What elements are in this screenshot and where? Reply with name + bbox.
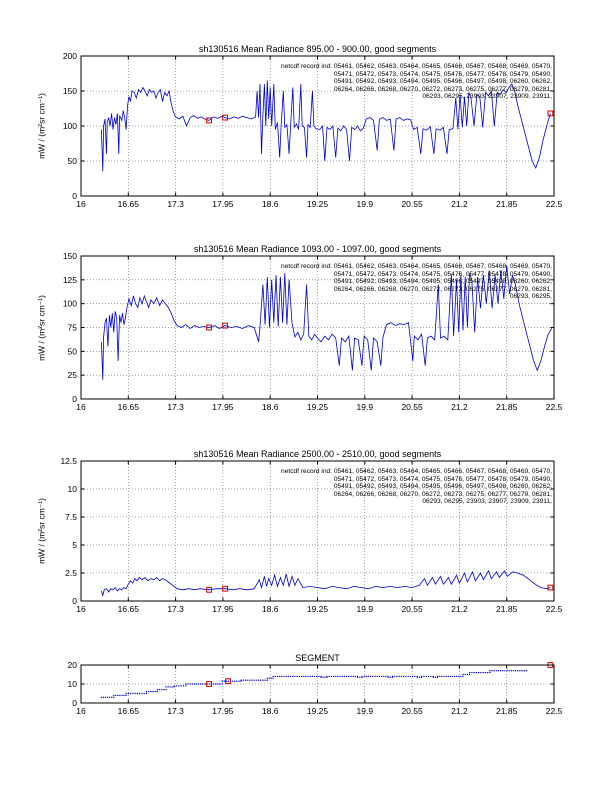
y-tick-label: 2.5	[65, 568, 77, 578]
x-tick-label: 18.6	[261, 706, 279, 716]
y-tick-label: 200	[62, 51, 77, 61]
y-tick-label: 150	[62, 86, 77, 96]
x-tick-label: 19.9	[356, 402, 374, 412]
subplot-3-title: sh130516 Mean Radiance 2500.00 - 2510.00, good segments	[193, 449, 442, 459]
x-tick-label: 18.6	[261, 199, 279, 209]
y-tick-label: 10	[67, 679, 77, 689]
x-tick-label: 16.65	[117, 199, 139, 209]
x-tick-label: 21.85	[496, 199, 518, 209]
y-tick-label: 125	[62, 274, 77, 285]
data-dots	[101, 670, 527, 698]
netcdf-record-line: 05491, 05492, 05493, 05494, 05495, 05496, 05497, 05498, 06260, 06262,	[333, 483, 552, 491]
x-tick-label: 17.3	[167, 402, 184, 412]
y-tick-label: 50	[67, 156, 77, 166]
subplot-3-ylabel: mW / (m²sr cm⁻¹)	[36, 498, 47, 564]
y-tick-label: 0	[72, 191, 77, 201]
y-tick-label: 100	[62, 298, 77, 309]
x-tick-label: 17.95	[212, 199, 234, 209]
x-tick-label: 22.5	[545, 604, 563, 614]
y-tick-label: 0	[72, 394, 77, 404]
y-tick-label: 75	[67, 322, 77, 333]
qc-markers	[207, 323, 228, 330]
x-tick-label: 21.2	[451, 199, 468, 209]
x-tick-label: 18.6	[261, 604, 279, 614]
netcdf-record-line: 05491, 05492, 05493, 05494, 05495, 05496, 05497, 05498, 06260, 06262,	[333, 78, 552, 86]
x-tick-label: 22.5	[545, 706, 563, 716]
netcdf-record-line: 06293, 06295,	[509, 293, 552, 301]
subplot-4-axes	[67, 660, 563, 716]
x-tick-label: 17.3	[167, 604, 184, 614]
x-tick-label: 19.25	[306, 604, 329, 614]
netcdf-record-line: 06264, 06266, 06268, 06270, 06272, 06273, 06275, 06277, 06279, 06281,	[333, 490, 552, 498]
y-tick-label: 25	[67, 370, 77, 381]
subplot-1-title: sh130516 Mean Radiance 895.00 - 900.00, good segments	[198, 44, 437, 54]
x-tick-label: 22.5	[545, 199, 563, 209]
x-tick-label: 19.25	[306, 706, 329, 716]
x-tick-label: 17.3	[167, 706, 184, 716]
tick-labels	[68, 660, 563, 716]
x-tick-label: 19.9	[356, 706, 374, 716]
x-tick-label: 18.6	[261, 402, 279, 412]
x-tick-label: 16	[76, 604, 86, 614]
x-tick-label: 21.2	[451, 706, 468, 716]
subplot-3-netcdf-annotation	[281, 468, 552, 506]
netcdf-record-line: 05471, 05472, 05473, 05474, 05475, 05476, 05477, 05478, 05479, 05490,	[333, 70, 552, 78]
y-tick-label: 5	[72, 540, 77, 550]
x-tick-label: 21.85	[496, 604, 518, 614]
y-tick-label: 150	[62, 251, 77, 261]
y-tick-label: 50	[67, 346, 77, 357]
netcdf-record-line: 05471, 05472, 05473, 05474, 05475, 05476, 05477, 05478, 05479, 05490,	[333, 475, 552, 483]
y-tick-label: 20	[67, 660, 77, 670]
subplot-1-ylabel: mW / (m²sr cm⁻¹)	[36, 93, 47, 159]
qc-markers	[207, 585, 553, 592]
subplot-1-axes	[62, 51, 563, 209]
subplot-4-title: SEGMENT	[295, 653, 340, 663]
netcdf-record-line: 06264, 06266, 06268, 06270, 06272, 06273, 06275, 06277, 06279, 06281,	[333, 85, 552, 93]
x-tick-label: 16	[76, 199, 86, 209]
x-tick-label: 19.9	[356, 604, 374, 614]
subplot-2-netcdf-annotation	[281, 263, 552, 301]
x-tick-label: 17.95	[212, 402, 234, 412]
qc-markers	[207, 663, 553, 687]
x-tick-label: 20.55	[401, 402, 423, 412]
y-tick-label: 10	[67, 484, 77, 494]
subplot-3-axes	[60, 456, 563, 614]
x-tick-label: 16.65	[117, 604, 139, 614]
x-tick-label: 17.3	[167, 199, 184, 209]
data-line	[101, 571, 550, 596]
y-tick-label: 12.5	[60, 456, 77, 466]
x-tick-label: 16.65	[117, 402, 139, 412]
netcdf-record-line: 05491, 05492, 05493, 05494, 05495, 05496, 05497, 05498, 06260, 06262,	[333, 278, 552, 286]
x-tick-label: 19.25	[306, 199, 329, 209]
x-tick-label: 17.95	[212, 706, 234, 716]
x-tick-label: 20.55	[401, 199, 423, 209]
netcdf-record-line: netcdf record ind: 05461, 05462, 05463, 05464, 05465, 05466, 05467, 05468, 05469, 05470,	[281, 468, 552, 475]
x-tick-label: 21.85	[496, 706, 518, 716]
netcdf-record-line: 06264, 06266, 06268, 06270, 06272, 06273, 06275, 06277, 06279, 06281,	[333, 285, 552, 293]
subplot-4-plot	[67, 660, 563, 716]
netcdf-record-line: 06293, 06295, 23903, 23907, 23909, 23911,	[422, 498, 552, 506]
x-tick-label: 21.2	[451, 604, 468, 614]
netcdf-record-line: 05471, 05472, 05473, 05474, 05475, 05476, 05477, 05478, 05479, 05490,	[333, 270, 552, 278]
x-tick-label: 20.55	[401, 604, 423, 614]
x-tick-label: 20.55	[401, 706, 423, 716]
subplot-2-title: sh130516 Mean Radiance 1093.00 - 1097.00, good segments	[193, 244, 442, 254]
x-tick-label: 16	[76, 706, 86, 716]
x-tick-label: 19.25	[306, 402, 329, 412]
x-tick-label: 16	[76, 402, 86, 412]
y-tick-label: 7.5	[65, 512, 77, 522]
x-tick-label: 21.2	[451, 402, 468, 412]
y-tick-label: 100	[62, 121, 77, 131]
grid	[81, 665, 554, 703]
y-tick-label: 0	[72, 698, 77, 708]
x-tick-label: 22.5	[545, 402, 563, 412]
netcdf-record-line: netcdf record ind: 05461, 05462, 05463, 05464, 05465, 05466, 05467, 05468, 05469, 05470,	[281, 63, 552, 70]
netcdf-record-line: 06293, 06295, 23903, 23907, 23909, 23911,	[422, 93, 552, 101]
subplot-1-netcdf-annotation	[281, 63, 552, 101]
x-tick-label: 21.85	[496, 402, 518, 412]
x-tick-label: 19.9	[356, 199, 374, 209]
subplot-2-ylabel: mW / (m²sr cm⁻¹)	[36, 295, 47, 361]
x-tick-label: 16.65	[117, 706, 139, 716]
x-tick-label: 17.95	[212, 604, 234, 614]
y-tick-label: 0	[72, 596, 77, 606]
netcdf-record-line: netcdf record ind: 05461, 05462, 05463, 05464, 05465, 05466, 05467, 05468, 05469, 05470,	[281, 263, 552, 270]
subplot-2-axes	[62, 251, 563, 412]
